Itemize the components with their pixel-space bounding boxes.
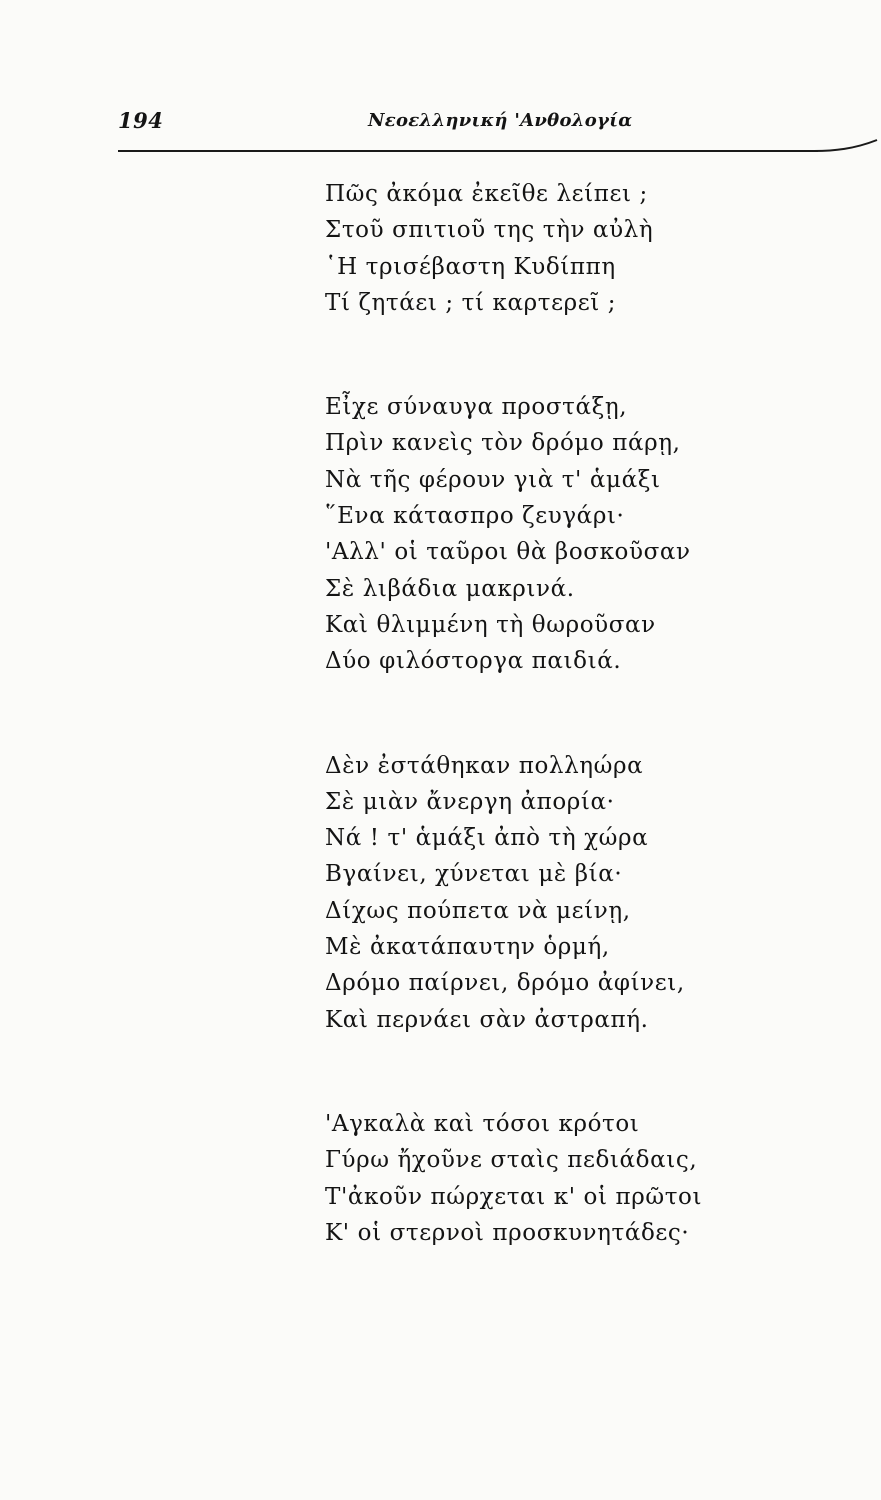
verse-line: Πρὶν κανεὶς τὸν δρόμο πάρῃ, xyxy=(325,430,681,457)
verse-line: Νά ! τ' ἁμάξι ἀπὸ τὴ χώρα xyxy=(325,825,649,852)
verse-line: Καὶ περνάει σὰν ἀστραπή. xyxy=(325,1006,649,1033)
page-number: 194 xyxy=(118,108,164,133)
header-rule xyxy=(118,150,818,152)
stanza-1 xyxy=(325,176,865,321)
verse-line: ῞Ενα κάτασπρο ζευγάρι· xyxy=(325,503,625,530)
verse-line: Τ'ἀκοῦν πώρχεται κ' οἱ πρῶτοι xyxy=(325,1183,703,1210)
verse-line: ῾Η τρισέβαστη Κυδίππη xyxy=(325,253,616,280)
verse-line: Γύρω ἤχοῦνε σταὶς πεδιάδαις, xyxy=(325,1147,698,1174)
stanza-3 xyxy=(325,748,865,1038)
verse-line: Μὲ ἀκατάπαυτην ὁρμή, xyxy=(325,934,610,961)
verse-line: Δρόμο παίρνει, δρόμο ἀφίνει, xyxy=(325,970,685,997)
verse-line: Σὲ μιὰν ἄνεργη ἀπορία· xyxy=(325,788,615,815)
verse-line: Στοῦ σπιτιοῦ της τὴν αὐλὴ xyxy=(325,217,654,244)
verse-line: Τί ζητάει ; τί καρτερεῖ ; xyxy=(325,289,617,316)
running-title: Νεοελληνική 'Ανθολογία xyxy=(368,110,633,131)
header-rule-flourish xyxy=(814,139,878,153)
verse-line: Δίχως πούπετα νὰ μείνῃ, xyxy=(325,897,631,924)
verse-line: Δύο φιλόστοργα παιδιά. xyxy=(325,648,622,675)
stanza-2 xyxy=(325,389,865,679)
verse-line: 'Αλλ' οἱ ταῦροι θὰ βοσκοῦσαν xyxy=(325,539,691,566)
verse-line: Δὲν ἐστάθηκαν πολληώρα xyxy=(325,752,644,779)
verse-line: Εἶχε σύναυγα προστάξῃ, xyxy=(325,394,628,421)
verse-line: Βγαίνει, χύνεται μὲ βία· xyxy=(325,861,623,888)
verse-line: Σὲ λιβάδια μακρινά. xyxy=(325,575,575,602)
verse-line: Πῶς ἀκόμα ἐκεῖθε λείπει ; xyxy=(325,181,648,207)
verse-line: 'Αγκαλὰ καὶ τόσοι κρότοι xyxy=(325,1110,640,1137)
verse-line: Καὶ θλιμμένη τὴ θωροῦσαν xyxy=(325,611,656,638)
poem xyxy=(325,176,865,1251)
stanza-4 xyxy=(325,1106,865,1251)
verse-line: Νὰ τῆς φέρουν γιὰ τ' ἁμάξι xyxy=(325,466,661,493)
verse-line: Κ' οἱ στερνοὶ προσκυνητάδες· xyxy=(325,1219,690,1246)
page-header xyxy=(118,108,853,148)
